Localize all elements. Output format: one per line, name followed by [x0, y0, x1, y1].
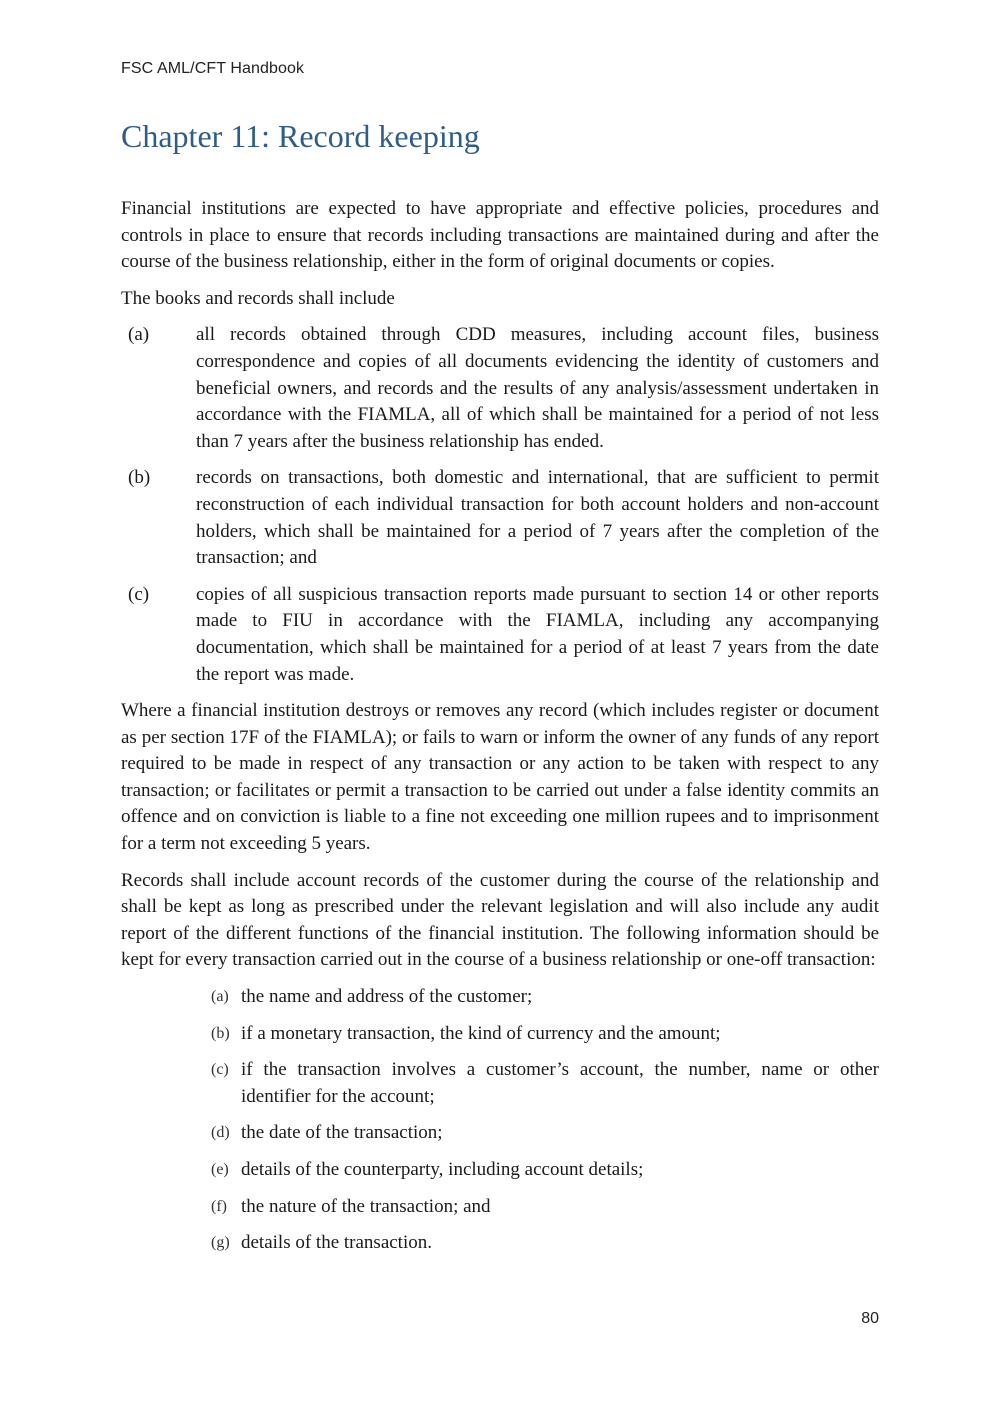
list-item — [121, 1021, 879, 1048]
list-marker: (a) — [211, 988, 229, 1006]
chapter-title: Chapter 11: Record keeping — [121, 118, 480, 154]
intro-paragraph: Financial institutions are expected to have appropriate and effective policies, procedures and controls in place to ensure that records including transactions are maintained during and after the course of the business relationship, either in the form of original documents or copies. — [121, 198, 879, 273]
list-item-text: details of the counterparty, including account details; — [241, 1159, 644, 1180]
list-marker: (b) — [211, 1024, 230, 1042]
list-item-text: all records obtained through CDD measures, including account files, business correspondence and copies of all documents evidencing the identity of customers and beneficial owners, and records and the results of any analysis/assessment undertaken in accordance with the FIAMLA, all of which shall be maintained for a period of not less than 7 years after the business relationship has ended. — [196, 324, 879, 452]
running-header: FSC AML/CFT Handbook — [121, 60, 305, 77]
list-marker: (c) — [211, 1061, 229, 1079]
body-text — [121, 196, 879, 1267]
offence-paragraph: Where a financial institution destroys or removes any record (which includes register or document as per section 17F of the FIAMLA); or fails to warn or inform the owner of any funds of any report required to be made in respect of any transaction or any action to be taken with respect to any transaction; or facilitates or permit a transaction to be carried out under a false identity commits an offence and on conviction is liable to a fine not exceeding one million rupees and to imprisonment for a term not exceeding 5 years. — [121, 700, 879, 855]
list-item — [121, 1057, 879, 1110]
list-item-text: if a monetary transaction, the kind of currency and the amount; — [241, 1022, 721, 1044]
list-item-text: if the transaction involves a customer’s account, the number, name or other identifier for the account; — [241, 1059, 879, 1107]
list-item — [121, 1194, 879, 1221]
list-item-text: the date of the transaction; — [241, 1122, 443, 1144]
list-marker: (g) — [211, 1234, 230, 1252]
list-marker: (b) — [128, 467, 151, 489]
list-marker: (e) — [211, 1161, 229, 1178]
list-marker: (f) — [211, 1197, 227, 1215]
page-number: 80 — [861, 1310, 879, 1327]
list-item — [121, 984, 879, 1011]
list-marker: (c) — [128, 583, 150, 605]
list-item — [121, 1120, 879, 1147]
list-item — [121, 1157, 879, 1184]
list-marker: (d) — [211, 1124, 230, 1142]
list-item — [121, 322, 879, 455]
list-item — [121, 1230, 879, 1257]
list-marker: (a) — [128, 324, 150, 346]
books-intro: The books and records shall include — [121, 287, 395, 309]
list-item — [121, 465, 879, 571]
list-item — [121, 582, 879, 688]
list-item-text: copies of all suspicious transaction reports made pursuant to section 14 or other reports made to FIU in accordance with the FIAMLA, including any accompanying documentation, which shall be maintained for a period of at least 7 years from the date the report was made. — [196, 583, 879, 685]
transaction-info-list — [121, 984, 879, 1257]
records-paragraph: Records shall include account records of the customer during the course of the relationship and shall be kept as long as prescribed under the relevant legislation and will also include any audit report of the different functions of the financial institution. The following information should be kept for every transaction carried out in the course of a business relationship or one-off transaction: — [121, 869, 879, 971]
books-records-list — [121, 322, 879, 688]
list-item-text: details of the transaction. — [241, 1232, 432, 1254]
list-item-text: the name and address of the customer; — [241, 986, 533, 1008]
list-item-text: records on transactions, both domestic and international, that are sufficient to permit reconstruction of each individual transaction for both account holders and non-account holders, which shall be maintained for a period of 7 years after the completion of the transaction; and — [196, 467, 879, 569]
list-item-text: the nature of the transaction; and — [241, 1195, 491, 1217]
